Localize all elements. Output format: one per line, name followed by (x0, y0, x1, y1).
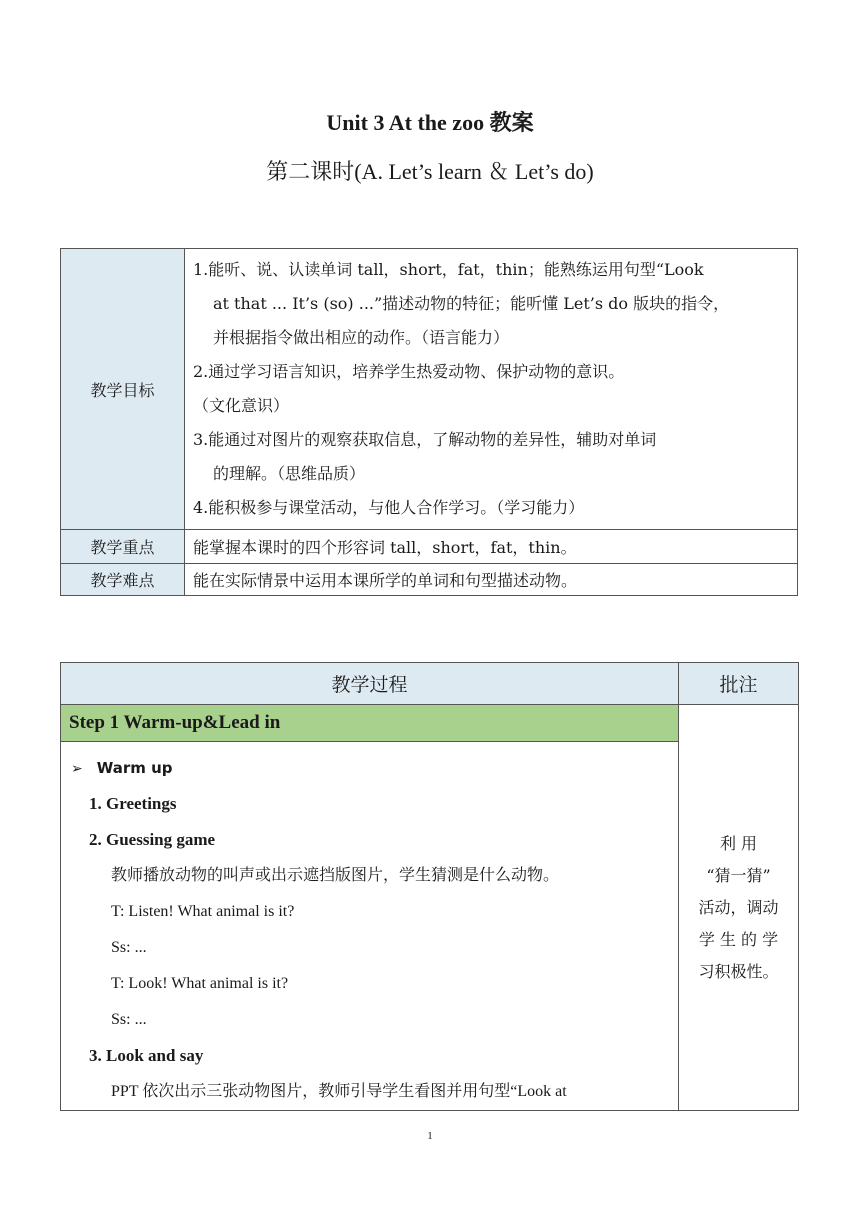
note-line: 利 用 (719, 833, 758, 853)
process-content (61, 742, 679, 1111)
step-row (61, 705, 799, 742)
dialogue-line: Ss: ... (111, 1011, 147, 1028)
objective-item (193, 491, 791, 525)
document-subtitle: 第二课时(A. Let’s learn ＆ Let’s do) (266, 159, 594, 184)
objectives-label: 教学目标 (61, 249, 185, 530)
process-table (60, 662, 799, 1111)
objective-text: 能通过对图片的观察获取信息，了解动物的差异性，辅助对单词 (208, 430, 657, 449)
guessing-game-item: 2. Guessing game (89, 830, 216, 849)
objective-number: 3. (193, 430, 209, 449)
objective-number: 1. (193, 260, 209, 279)
objectives-content (185, 249, 798, 530)
objective-text: 能听、说、认读单词 tall，short，fat，thin；能熟练运用句型“Look (208, 260, 704, 279)
objective-number: 4. (193, 498, 209, 517)
page-number: 1 (427, 1130, 433, 1142)
objective-text: at that ... It’s (so) ...”描述动物的特征；能听懂 Let’s do 版块的指令， (213, 294, 730, 313)
warm-up-label: Warm up (96, 759, 173, 777)
difficult-points-row (61, 564, 798, 596)
objective-text: 并根据指令做出相应的动作。（语言能力） (213, 328, 510, 347)
greetings-item: 1. Greetings (89, 794, 177, 813)
process-header: 教学过程 (61, 663, 679, 705)
note-line: 活动，调动 (698, 897, 779, 917)
objective-item (193, 253, 791, 355)
note-header: 批注 (679, 663, 799, 705)
key-points-label: 教学重点 (61, 530, 185, 564)
difficult-points-label: 教学难点 (61, 564, 185, 596)
note-line: 学 生 的 学 (698, 929, 779, 949)
objective-text: 的理解。（思维品质） (213, 464, 366, 483)
dialogue-line: T: Look! What animal is it? (111, 975, 289, 992)
document-title: Unit 3 At the zoo 教案 (326, 110, 534, 135)
objective-text: （文化意识） (193, 396, 290, 415)
note-cell (679, 705, 799, 1111)
step-title: Step 1 Warm-up&Lead in (61, 705, 679, 742)
ppt-description: PPT 依次出示三张动物图片，教师引导学生看图并用句型“Look at (111, 1083, 567, 1100)
objectives-table (60, 248, 798, 596)
guessing-description: 教师播放动物的叫声或出示遮挡版图片，学生猜测是什么动物。 (111, 867, 560, 884)
difficult-points-text: 能在实际情景中运用本课所学的单词和句型描述动物。 (185, 564, 798, 596)
objective-item (193, 423, 791, 491)
note-line: “猜一猜” (706, 865, 771, 885)
arrow-bullet-icon: ➢ (71, 761, 83, 777)
key-points-text: 能掌握本课时的四个形容词 tall，short，fat，thin。 (185, 530, 798, 564)
process-header-row (61, 663, 799, 705)
dialogue-line: Ss: ... (111, 939, 147, 956)
objective-number: 2. (193, 362, 209, 381)
dialogue-line: T: Listen! What animal is it? (111, 903, 295, 920)
objective-item (193, 355, 791, 423)
look-and-say-item: 3. Look and say (89, 1046, 204, 1065)
objectives-row (61, 249, 798, 530)
objective-text: 能积极参与课堂活动，与他人合作学习。（学习能力） (208, 498, 585, 517)
warm-up-heading (71, 750, 674, 786)
note-line: 习积极性。 (698, 961, 779, 981)
objective-text: 通过学习语言知识，培养学生热爱动物、保护动物的意识。 (208, 362, 625, 381)
key-points-row (61, 530, 798, 564)
